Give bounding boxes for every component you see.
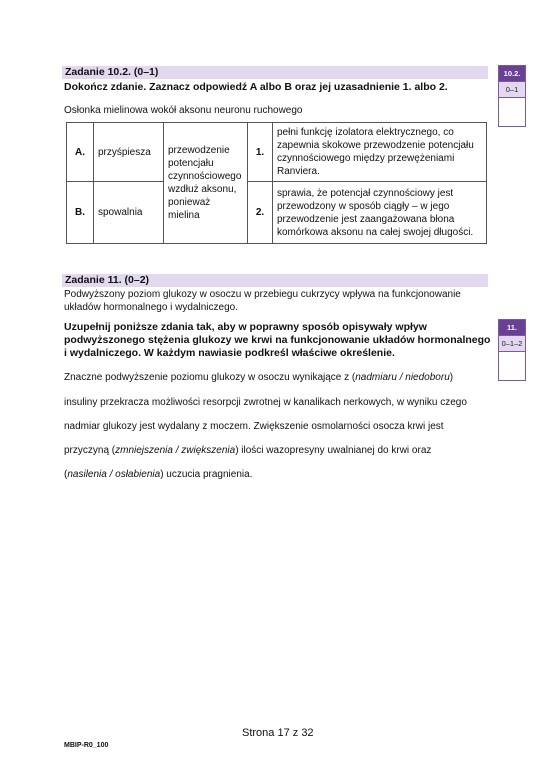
reason-2-text[interactable]: sprawia, że potencjał czynnościowy jest przewodzony w sposób ciągły – w jego przewodzenie jest zaangażowana błona komórkowa aksonu na całej swojej długości.: [273, 182, 487, 244]
choice-insulin-level[interactable]: nadmiaru / niedoboru: [355, 372, 450, 383]
task-11-header: Zadanie 11. (0–2): [62, 274, 488, 287]
page-number: Strona 17 z 32: [242, 727, 314, 739]
text-segment: (: [64, 469, 68, 480]
exam-code: MBIP-R0_100: [64, 742, 109, 749]
task-11-sentence-line-3: nadmiar glukozy jest wydalany z moczem. Zwiększenie osmolarności osocza krwi jest: [64, 421, 444, 432]
text-segment: ) uczucia pragnienia.: [160, 469, 253, 480]
choice-thirst[interactable]: nasilenia / osłabienia: [67, 469, 161, 480]
score-box-10-2: [498, 65, 526, 127]
score-box-points: 0–1–2: [499, 335, 525, 352]
option-a-text[interactable]: przyśpiesza: [94, 123, 164, 182]
task-11-sentence-line-5: [64, 468, 252, 481]
task-11-instruction-line-1: Uzupełnij poniższe zdania tak, aby w poprawny sposób opisywały wpływ: [64, 321, 427, 333]
option-a-letter[interactable]: A.: [67, 123, 94, 182]
task-10-2-stem: Osłonka mielinowa wokół aksonu neuronu ruchowego: [64, 105, 303, 116]
reason-1-text[interactable]: pełni funkcję izolatora elektrycznego, co zapewnia skokowe przewodzenie potencjału czynnościowego między przewężeniami Ranviera.: [273, 123, 487, 182]
choice-vasopressin[interactable]: zmniejszenia / zwiększenia: [115, 445, 236, 456]
task-10-2-instruction: Dokończ zdanie. Zaznacz odpowiedź A albo B oraz jej uzasadnienie 1. albo 2.: [64, 81, 448, 93]
score-box-number: 11.: [499, 320, 525, 335]
score-box-number: 10.2.: [499, 66, 525, 81]
option-b-letter[interactable]: B.: [67, 182, 94, 244]
task-11-instruction-line-3: i wydalniczego. W każdym nawiasie podkreśl właściwe określenie.: [64, 347, 395, 359]
task-11-intro-line-2: układów hormonalnego i wydalniczego.: [64, 302, 238, 313]
task-10-2-header: Zadanie 10.2. (0–1): [62, 66, 488, 79]
option-b-text[interactable]: spowalnia: [94, 182, 164, 244]
reason-1-number[interactable]: 1.: [248, 123, 273, 182]
task-11-sentence-line-2: insuliny przekracza możliwości resorpcji zwrotnej w kanalikach nerkowych, w wyniku czego: [64, 397, 467, 408]
text-segment: ) ilości wazopresyny uwalnianej do krwi oraz: [235, 445, 432, 456]
task-11-sentence-line-4: [64, 444, 431, 457]
text-segment: ): [449, 372, 454, 383]
task-11-instruction-line-2: podwyższonego stężenia glukozy we krwi na funkcjonowanie układów hormonalnego: [64, 334, 491, 346]
task-11-intro-line-1: Podwyższony poziom glukozy w osoczu w przebiegu cukrzycy wpływa na funkcjonowanie: [64, 289, 461, 300]
task-11-sentence-line-1: [64, 371, 453, 384]
text-segment: przyczyną (: [64, 445, 116, 456]
reason-2-number[interactable]: 2.: [248, 182, 273, 244]
middle-text: przewodzenie potencjału czynnościowego wzdłuż aksonu, ponieważ mielina: [164, 123, 248, 244]
score-box-11: [498, 319, 526, 381]
answer-table: [66, 122, 487, 244]
text-segment: Znaczne podwyższenie poziomu glukozy w osoczu wynikające z (: [64, 372, 356, 383]
score-box-points: 0–1: [499, 81, 525, 98]
